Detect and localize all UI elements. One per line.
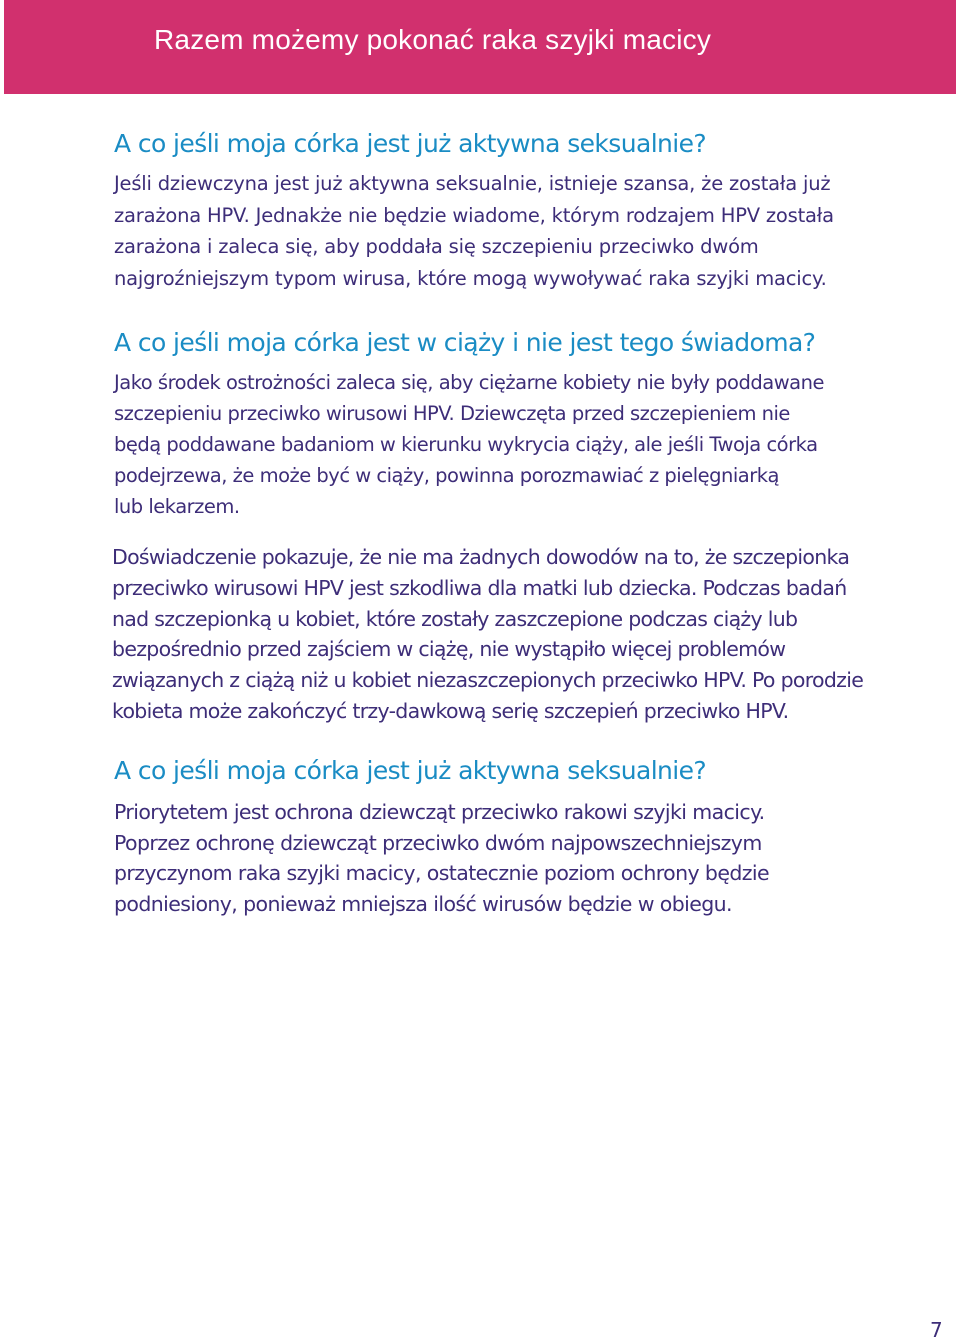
- section-paragraph-active: [114, 168, 834, 294]
- paragraph-line: nad szczepionką u kobiet, które zostały zaszczepione podczas ciąży lub: [112, 606, 798, 631]
- section-heading-priority: A co jeśli moja córka jest już aktywna seksualnie?: [114, 756, 707, 785]
- paragraph-line: przyczynom raka szyjki macicy, ostatecznie poziom ochrony będzie: [114, 861, 770, 886]
- page-number: 7: [930, 1318, 943, 1342]
- section-heading-active: A co jeśli moja córka jest już aktywna seksualnie?: [114, 129, 707, 158]
- paragraph-line: podejrzewa, że może być w ciąży, powinna porozmawiać z pielęgniarką: [114, 464, 779, 487]
- paragraph-line: Jako środek ostrożności zaleca się, aby ciężarne kobiety nie były poddawane: [114, 371, 824, 394]
- paragraph-line: zarażona i zaleca się, aby poddała się szczepieniu przeciwko dwóm: [114, 235, 759, 258]
- paragraph-line: zarażona HPV. Jednakże nie będzie wiadome, którym rodzajem HPV została: [114, 203, 834, 227]
- section-heading-pregnancy: A co jeśli moja córka jest w ciąży i nie jest tego świadoma?: [114, 328, 816, 357]
- paragraph-line: najgroźniejszym typom wirusa, które mogą wywoływać raka szyjki macicy.: [114, 266, 827, 290]
- section-paragraph-experience: [112, 542, 863, 727]
- paragraph-line: związanych z ciążą niż u kobiet niezaszczepionych przeciwko HPV. Po porodzie: [112, 668, 864, 693]
- header-band: [4, 0, 956, 94]
- paragraph-line: Poprzez ochronę dziewcząt przeciwko dwóm najpowszechniejszym: [114, 830, 762, 855]
- paragraph-line: lub lekarzem.: [114, 495, 240, 518]
- paragraph-line: Jeśli dziewczyna jest już aktywna seksualnie, istnieje szansa, że została już: [114, 172, 831, 195]
- paragraph-line: przeciwko wirusowi HPV jest szkodliwa dla matki lub dziecka. Podczas badań: [112, 575, 847, 600]
- paragraph-line: szczepieniu przeciwko wirusowi HPV. Dziewczęta przed szczepieniem nie: [114, 402, 790, 425]
- paragraph-line: bezpośrednio przed zajściem w ciążę, nie wystąpiło więcej problemów: [112, 637, 786, 662]
- paragraph-line: będą poddawane badaniom w kierunku wykrycia ciąży, ale jeśli Twoja córka: [114, 433, 818, 456]
- page-title: Razem możemy pokonać raka szyjki macicy: [154, 24, 712, 55]
- section-paragraph-pregnancy: [114, 367, 824, 522]
- section-paragraph-priority: [114, 797, 769, 920]
- paragraph-line: podniesiony, ponieważ mniejsza ilość wirusów będzie w obiegu.: [114, 892, 732, 917]
- paragraph-line: Doświadczenie pokazuje, że nie ma żadnych dowodów na to, że szczepionka: [112, 545, 850, 569]
- paragraph-line: Priorytetem jest ochrona dziewcząt przeciwko rakowi szyjki macicy.: [114, 800, 765, 824]
- paragraph-line: kobieta może zakończyć trzy-dawkową serię szczepień przeciwko HPV.: [112, 698, 789, 723]
